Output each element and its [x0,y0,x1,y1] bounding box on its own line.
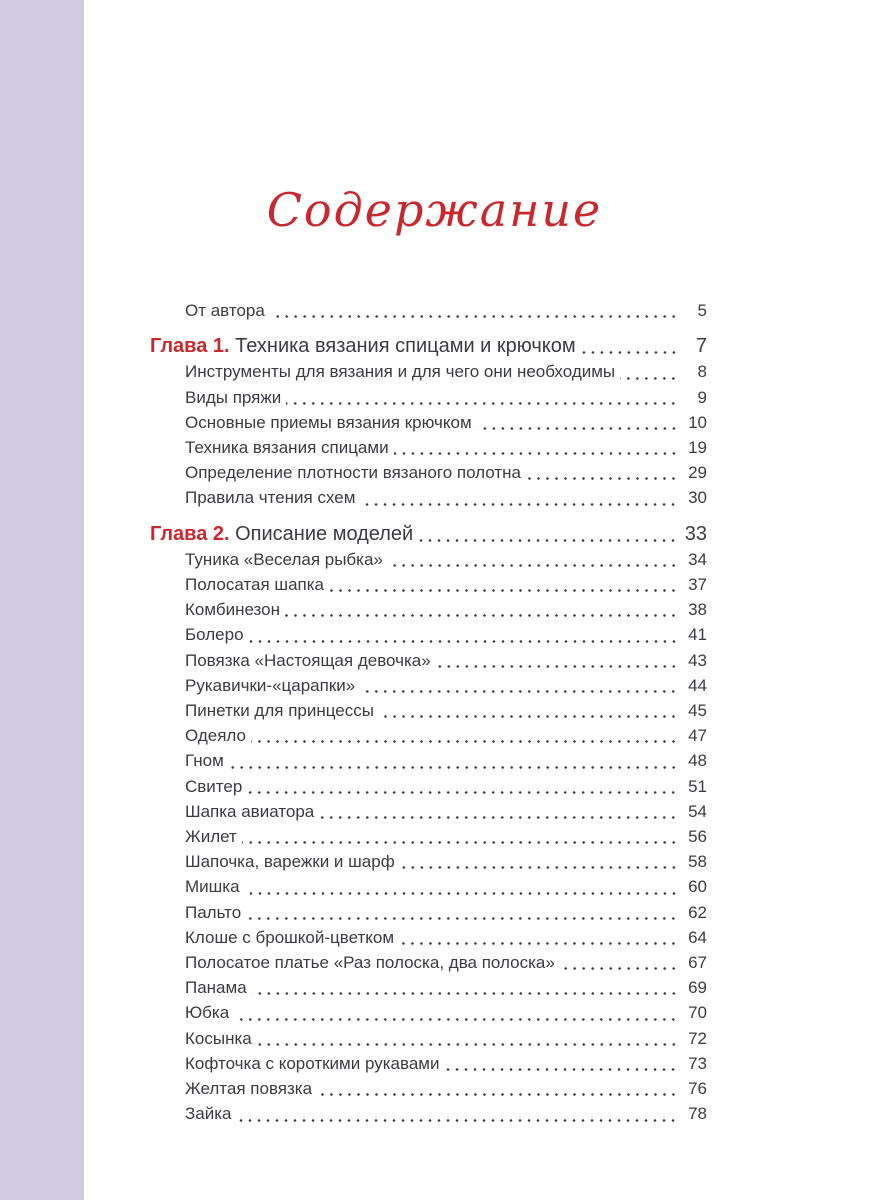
dot-leader [236,1119,678,1122]
toc-page-number: 48 [688,751,707,771]
dot-leader [581,351,678,354]
toc-entry-label: Основные приемы вязания крючком [185,412,472,432]
toc-row [150,298,707,323]
toc-page-number: 7 [695,335,707,358]
toc-entry-label: Определение плотности вязаного полотна [185,463,521,483]
dot-leader [285,614,678,617]
toc-page-number: 64 [688,927,707,947]
left-margin-stripe [0,0,84,1200]
toc-page-number: 33 [684,522,707,545]
toc-entry-label: Виды пряжи [185,387,282,407]
toc-row [150,673,707,698]
toc-row [150,485,707,510]
dot-leader [477,427,678,430]
dot-leader [436,665,678,668]
dot-leader [388,564,678,567]
toc-page-number: 78 [688,1104,707,1124]
toc-row [150,1101,707,1126]
chapter-label: Глава 2. [150,522,236,545]
toc-row [150,874,707,899]
toc-entry-label: Желтая повязка [185,1079,313,1099]
toc-row [150,385,707,410]
page-title: Содержание [266,183,603,237]
dot-leader [245,892,678,895]
toc-page-number: 73 [688,1053,707,1073]
toc-entry-label: Шапочка, варежки и шарф [185,852,395,872]
toc-row [150,460,707,485]
dot-leader [234,1018,678,1021]
toc-page-number: 10 [688,412,707,432]
dot-leader [249,640,678,643]
dot-leader [317,1093,678,1096]
toc-page-number: 72 [688,1028,707,1048]
toc-row [150,1051,707,1076]
toc-entry-label: Полосатая шапка [185,575,324,595]
toc-entry-label: Панама [185,978,247,998]
toc-entry-label: Правила чтения схем [185,488,356,508]
toc-page-number: 60 [688,877,707,897]
toc-entry-label: Мишка [185,877,240,897]
toc-row [150,622,707,647]
toc-row [150,748,707,773]
toc-page-number: 8 [697,362,707,382]
toc-list [150,298,707,1127]
toc-entry-label: Туника «Веселая рыбка» [185,549,383,569]
toc-entry-label: Шапка авиатора [185,801,315,821]
dot-leader [399,942,678,945]
toc-entry-label: Пальто [185,902,242,922]
toc-page-number: 5 [697,301,707,320]
toc-entry-label: Техника вязания спицами и крючком [235,335,576,358]
toc-row [150,1026,707,1051]
dot-leader [394,452,678,455]
toc-page-number: 44 [688,675,707,695]
toc-row [150,799,707,824]
toc-page-number: 47 [688,726,707,746]
toc-entry-label: Описание моделей [235,522,414,545]
toc-page-number: 9 [697,387,707,407]
dot-leader [360,690,678,693]
toc-row [150,975,707,1000]
dot-leader [246,917,678,920]
toc-entry-label: Инструменты для вязания и для чего они необходимы [185,362,616,382]
toc-row [150,774,707,799]
toc-entry-label: От автора [185,301,265,320]
dot-leader [379,715,678,718]
toc-page-number: 30 [688,488,707,508]
toc-entry-label: Одеяло [185,726,246,746]
toc-page-number: 67 [688,953,707,973]
dot-leader [229,766,678,769]
toc-row [150,925,707,950]
toc-entry-label: Зайка [185,1104,232,1124]
dot-leader [252,992,678,995]
toc-page-number: 58 [688,852,707,872]
toc-page-number: 56 [688,827,707,847]
dot-leader [319,816,678,819]
dot-leader [329,589,678,592]
toc-row [150,1000,707,1025]
toc-page-number: 43 [688,650,707,670]
toc-entry-label: Повязка «Настоящая девочка» [185,650,431,670]
toc-entry-label: Клоше с брошкой-цветком [185,927,395,947]
dot-leader [257,1043,678,1046]
toc-row [150,723,707,748]
toc-row [150,522,707,547]
toc-page-number: 62 [688,902,707,922]
toc-row [150,900,707,925]
toc-row [150,359,707,384]
toc-row [150,547,707,572]
dot-leader [270,315,678,318]
toc-entry-label: Пинетки для принцессы [185,701,374,721]
dot-leader [247,791,678,794]
chapter-label: Глава 1. [150,335,236,358]
toc-page-number: 34 [688,549,707,569]
dot-leader [360,503,678,506]
toc-row [150,597,707,622]
toc-page-number: 41 [688,625,707,645]
toc-row [150,334,707,359]
toc-row [150,950,707,975]
toc-entry-label: Комбинезон [185,600,281,620]
toc-entry-label: Юбка [185,1003,230,1023]
dot-leader [560,967,678,970]
toc-entry-label: Полосатое платье «Раз полоска, два полоска» [185,953,555,973]
toc-page-number: 70 [688,1003,707,1023]
dot-leader [418,539,678,542]
toc-page-number: 51 [688,776,707,796]
dot-leader [242,841,678,844]
toc-entry-label: Жилет [185,827,237,847]
toc-page-number: 37 [688,575,707,595]
toc-page-number: 45 [688,701,707,721]
toc-row [150,1076,707,1101]
dot-leader [444,1068,678,1071]
toc-page-number: 54 [688,801,707,821]
dot-leader [251,740,678,743]
toc-page-number: 19 [688,438,707,458]
toc-page-number: 38 [688,600,707,620]
toc-entry-label: Рукавички-«царапки» [185,675,356,695]
toc-page-number: 29 [688,463,707,483]
toc-page-number: 69 [688,978,707,998]
toc-entry-label: Гном [185,751,224,771]
toc-row [150,824,707,849]
toc-entry-label: Свитер [185,776,243,796]
toc-row [150,849,707,874]
dot-leader [526,477,678,480]
book-contents-page [150,0,707,1127]
toc-entry-label: Болеро [185,625,244,645]
dot-leader [286,402,678,405]
toc-row [150,648,707,673]
toc-row [150,410,707,435]
toc-entry-label: Техника вязания спицами [185,438,389,458]
toc-entry-label: Кофточка с короткими рукавами [185,1053,440,1073]
dot-leader [620,377,678,380]
toc-row [150,698,707,723]
toc-entry-label: Косынка [185,1028,252,1048]
dot-leader [400,866,678,869]
toc-row [150,572,707,597]
toc-page-number: 76 [688,1079,707,1099]
toc-row [150,435,707,460]
